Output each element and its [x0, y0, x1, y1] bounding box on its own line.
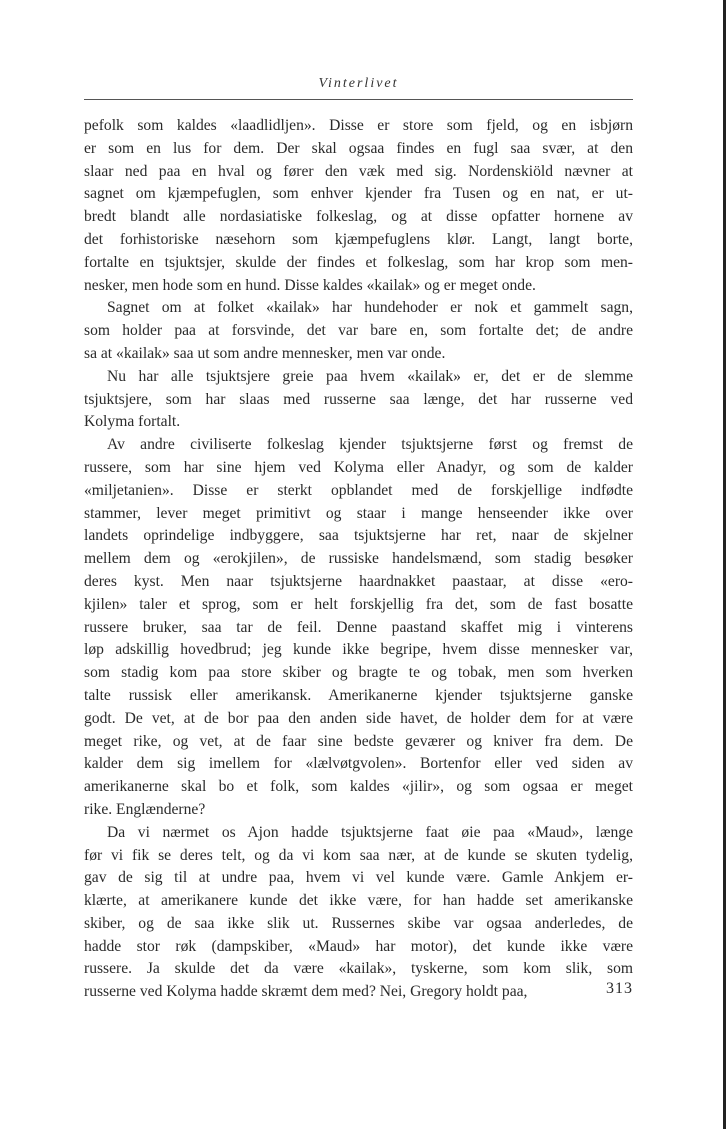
- text-line: russerne ved Kolyma hadde skræmt dem med? Nei, Gregory holdt paa,: [84, 983, 528, 1001]
- text-line: klærte, at amerikanere kunde det ikke være, for han hadde set amerikanske: [84, 892, 633, 910]
- text-line: stammer, lever meget primitivt og staar i mange henseender ikke over: [84, 504, 633, 522]
- running-header: Vinterlivet: [318, 76, 399, 91]
- text-line: Av andre civiliserte folkeslag kjender tsjuktsjerne først og fremst de: [107, 436, 633, 454]
- header-rule: [84, 99, 633, 100]
- text-line: løp adskillig hovedbrud; jeg kunde ikke begripe, hvem disse mennesker var,: [84, 641, 633, 659]
- text-line: kalder dem sig imellem for «lælvøtgvolen». Bortenfor eller ved siden av: [84, 755, 633, 773]
- text-line: som holder paa at forsvinde, det var bare en, som fortalte det; de andre: [84, 322, 633, 340]
- text-line: Nu har alle tsjuktsjere greie paa hvem «kailak» er, det er de slemme: [107, 367, 633, 385]
- text-line: Sagnet om at folket «kailak» har hundehoder er nok et gammelt sagn,: [107, 299, 633, 317]
- text-line: Da vi nærmet os Ajon hadde tsjuktsjerne faat øie paa «Maud», længe: [107, 823, 633, 841]
- text-line: det forhistoriske næsehorn som kjæmpefuglens klør. Langt, langt borte,: [84, 230, 633, 248]
- text-line: godt. De vet, at de bor paa den anden side havet, de holder dem for at være: [84, 709, 633, 727]
- text-line: landets oprindelige indbyggere, saa tsjuktsjerne har ret, naar de skjelner: [84, 527, 633, 545]
- text-line: skiber, og de saa ikke slik ut. Russernes skibe var ogsaa anderledes, de: [84, 914, 633, 932]
- text-line: «miljetanien». Disse er sterkt opblandet med de forskjellige indfødte: [84, 481, 633, 499]
- text-line: talte russisk eller amerikansk. Amerikanerne kjender tsjuktsjerne ganske: [84, 686, 633, 704]
- text-line: gav de sig til at undre paa, hvem vi vel kunde være. Gamle Ankjem er-: [84, 869, 633, 887]
- text-line: tsjuktsjere, som har slaas med russerne saa længe, det har russerne ved: [84, 390, 633, 408]
- text-line: sagnet om kjæmpefuglen, som enhver kjender fra Tusen og en nat, er ut-: [84, 185, 633, 203]
- text-line: mellem dem og «erokjilen», de russiske handelsmænd, som stadig besøker: [84, 550, 633, 568]
- text-line: russere. Ja skulde det da være «kailak», tyskerne, som kom slik, som: [84, 960, 633, 978]
- text-line: bredt blandt alle nordasiatiske folkeslag, og at disse opfatter hornene av: [84, 208, 633, 226]
- text-line: kjilen» taler et sprog, som er helt forskjellig fra det, som de fast bosatte: [84, 595, 633, 613]
- text-line: meget rike, og vet, at de faar sine bedste geværer og kniver fra dem. De: [84, 732, 633, 750]
- text-line: er som en lus for dem. Der skal ogsaa findes en fugl saa svær, at den: [84, 139, 633, 157]
- text-line: rike. Englænderne?: [84, 800, 206, 818]
- text-line: russere, som har sine hjem ved Kolyma eller Anadyr, og som de kalder: [84, 458, 633, 476]
- text-line: sa at «kailak» saa ut som andre mennesker, men var onde.: [84, 344, 446, 362]
- text-line: pefolk som kaldes «laadlidljen». Disse er store som fjeld, og en isbjørn: [84, 117, 633, 134]
- text-line: Kolyma fortalt.: [84, 413, 181, 431]
- text-line: deres kyst. Men naar tsjuktsjerne haardnakket paastaar, at disse «ero-: [84, 572, 633, 590]
- text-line: slaar ned paa en hval og fører den væk med sig. Nordenskiöld nævner at: [84, 162, 633, 180]
- text-line: før vi fik se deres telt, og da vi kom saa nær, at de kunde se skuten tydelig,: [84, 846, 633, 864]
- text-line: russere bruker, saa tar de feil. Denne paastand skaffet mig i vinterens: [84, 618, 633, 636]
- text-line: amerikanerne skal bo et folk, som kaldes «jilir», og som ogsaa er meget: [84, 778, 633, 796]
- page-number: 313: [606, 980, 633, 997]
- body-text: [84, 115, 633, 1004]
- text-line: hadde stor røk (dampskiber, «Maud» har motor), det kunde ikke være: [84, 937, 633, 955]
- text-line: nesker, men hode som en hund. Disse kaldes «kailak» og er meget onde.: [84, 276, 536, 294]
- text-line: fortalte en tsjuktsjer, skulde der findes et folkeslag, som har krop som men-: [84, 253, 633, 271]
- text-line: som stadig kom paa store skiber og bragte te og tobak, men som hverken: [84, 664, 633, 682]
